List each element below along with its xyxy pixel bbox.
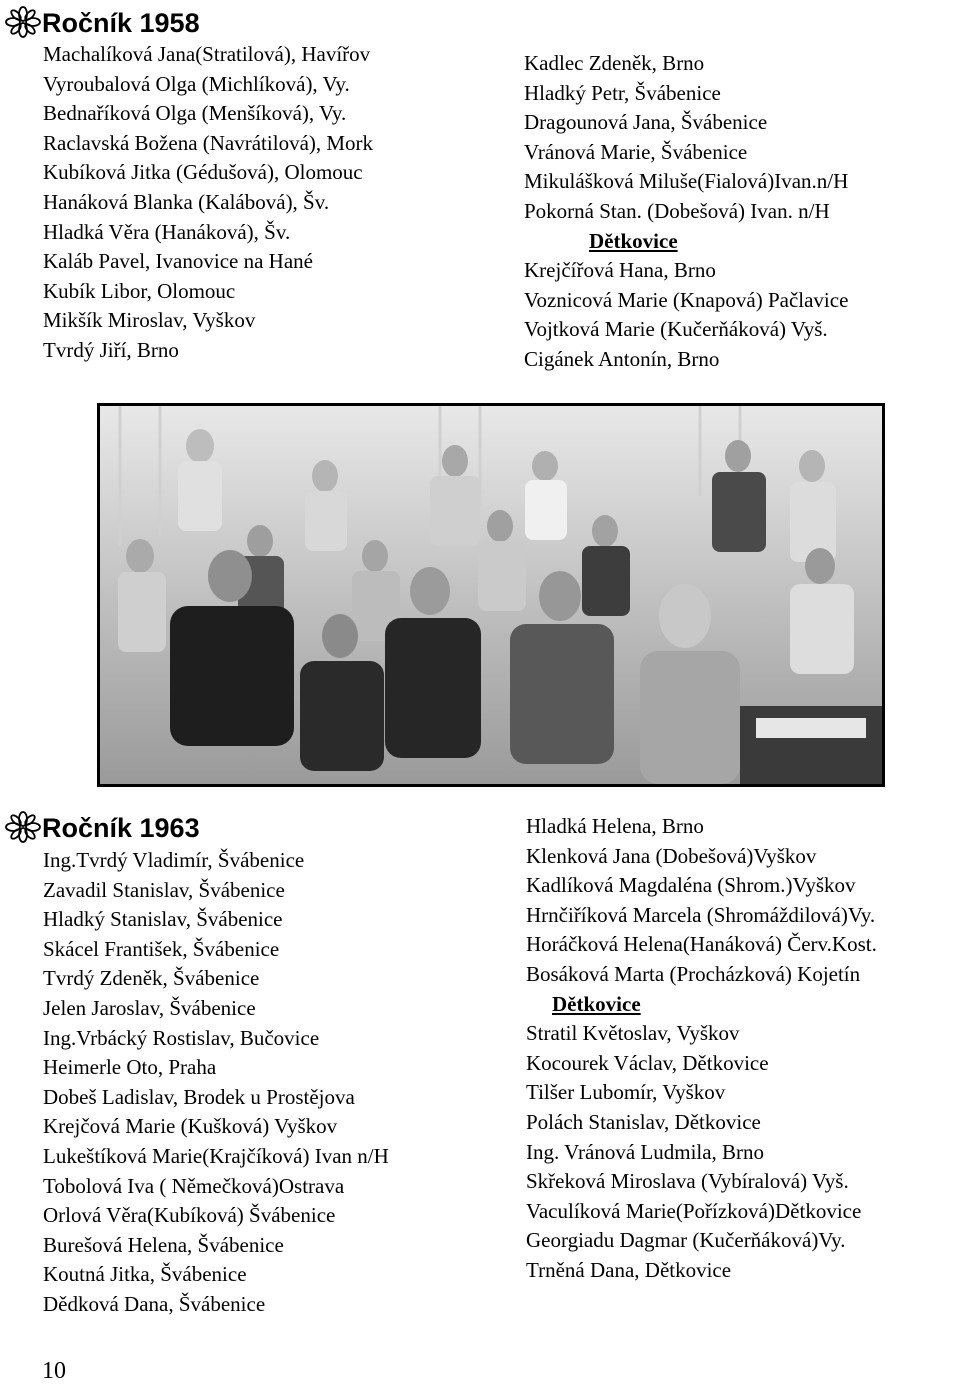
list-item: Klenková Jana (Dobešová)Vyškov (526, 843, 817, 868)
list-item: Dědková Dana, Švábenice (43, 1291, 266, 1316)
list-item: Dragounová Jana, Švábenice (524, 110, 768, 135)
subheading-detkovice: Dětkovice (589, 228, 678, 253)
list-item: Skácel František, Švábenice (43, 936, 280, 961)
list-item: Vránová Marie, Švábenice (524, 139, 748, 164)
list-item: Burešová Helena, Švábenice (43, 1232, 284, 1257)
list-item: Kubíková Jitka (Gédušová), Olomouc (43, 160, 363, 185)
list-item: Hrnčiříková Marcela (Shromáždilová)Vy. (526, 902, 876, 927)
list-item: Hladká Věra (Hanáková), Šv. (43, 219, 291, 244)
list-item: Polách Stanislav, Dětkovice (526, 1109, 761, 1134)
list-item: Hanáková Blanka (Kalábová), Šv. (43, 189, 330, 214)
list-item: Hladký Petr, Švábenice (524, 80, 721, 105)
list-item: Tilšer Lubomír, Vyškov (526, 1080, 726, 1105)
list-item: Vaculíková Marie(Pořízková)Dětkovice (526, 1198, 862, 1223)
list-item: Kubík Libor, Olomouc (43, 278, 236, 303)
list-item: Krejčová Marie (Kušková) Vyškov (43, 1114, 338, 1139)
list-item: Bosáková Marta (Procházková) Kojetín (526, 961, 861, 986)
list-item: Pokorná Stan. (Dobešová) Ivan. n/H (524, 198, 830, 223)
heading-1958-text: Ročník 1958 (42, 8, 200, 38)
list-item: Ing.Tvrdý Vladimír, Švábenice (43, 848, 305, 872)
list-item: Georgiadu Dagmar (Kučerňáková)Vy. (526, 1228, 846, 1253)
list-item: Cigánek Antonín, Brno (524, 346, 720, 371)
list-item: Tvrdý Jiří, Brno (43, 337, 179, 362)
list-item: Stratil Květoslav, Vyškov (526, 1021, 740, 1046)
list-item: Zavadil Stanislav, Švábenice (43, 877, 285, 902)
list-item: Skřeková Miroslava (Vybíralová) Vyš. (526, 1169, 849, 1194)
list-1963-left (43, 846, 389, 1320)
heading-1958 (4, 6, 200, 38)
list-item: Hladký Stanislav, Švábenice (43, 907, 283, 932)
flower-icon (4, 811, 42, 843)
list-item: Kadlíková Magdaléna (Shrom.)Vyškov (526, 873, 856, 898)
page-number: 10 (42, 1358, 66, 1384)
list-item: Mikulášková Miluše(Fialová)Ivan.n/H (524, 169, 849, 194)
flower-icon (4, 6, 42, 38)
list-item: Krejčířová Hana, Brno (524, 258, 716, 283)
list-item: Kaláb Pavel, Ivanovice na Hané (43, 249, 313, 274)
list-item: Vyroubalová Olga (Michlíková), Vy. (43, 71, 350, 96)
list-item: Hladká Helena, Brno (526, 814, 704, 838)
subheading-detkovice: Dětkovice (552, 991, 641, 1016)
list-item: Horáčková Helena(Hanáková) Červ.Kost. (526, 932, 877, 957)
list-item: Orlová Věra(Kubíková) Švábenice (43, 1203, 336, 1228)
list-1958-right (524, 49, 848, 375)
list-item: Heimerle Oto, Praha (43, 1055, 217, 1080)
list-item: Raclavská Božena (Navrátilová), Mork (43, 130, 374, 155)
heading-1963 (4, 811, 200, 843)
list-item: Kadlec Zdeněk, Brno (524, 51, 705, 75)
list-item: Mikšík Miroslav, Vyškov (43, 308, 256, 333)
list-item: Ing.Vrbácký Rostislav, Bučovice (43, 1025, 320, 1050)
list-1963-right (526, 812, 877, 1286)
list-item: Kocourek Václav, Dětkovice (526, 1050, 769, 1075)
list-item: Lukeštíková Marie(Krajčíková) Ivan n/H (43, 1143, 389, 1168)
photo-illustration (100, 406, 882, 784)
list-item: Voznicová Marie (Knapová) Pačlavice (524, 287, 849, 312)
list-item: Trněná Dana, Dětkovice (526, 1257, 732, 1282)
list-item: Ing. Vránová Ludmila, Brno (526, 1139, 765, 1164)
list-item: Bednaříková Olga (Menšíková), Vy. (43, 101, 347, 126)
list-item: Tvrdý Zdeněk, Švábenice (43, 966, 260, 991)
group-photo (97, 403, 885, 787)
list-item: Machalíková Jana(Stratilová), Havířov (43, 42, 371, 66)
list-item: Jelen Jaroslav, Švábenice (43, 995, 256, 1020)
list-item: Vojtková Marie (Kučerňáková) Vyš. (524, 317, 828, 342)
list-item: Tobolová Iva ( Němečková)Ostrava (43, 1173, 345, 1198)
heading-1963-text: Ročník 1963 (42, 813, 200, 843)
list-item: Dobeš Ladislav, Brodek u Prostějova (43, 1084, 355, 1109)
list-item: Koutná Jitka, Švábenice (43, 1262, 247, 1287)
list-1958-left (43, 40, 373, 366)
